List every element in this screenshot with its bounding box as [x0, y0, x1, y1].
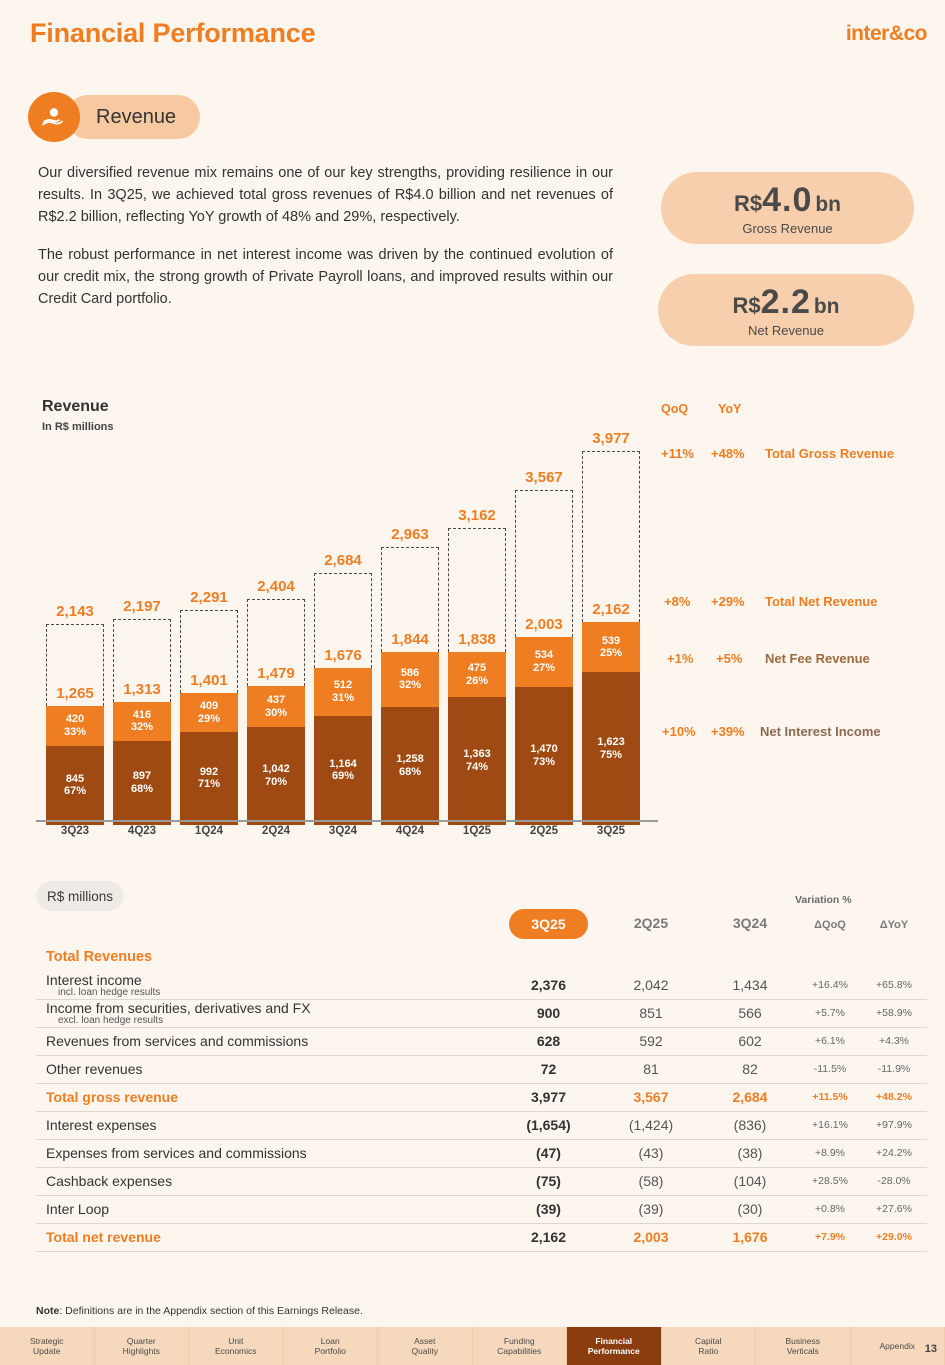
net-fee-revenue-segment [46, 706, 104, 745]
th-yoy: ΔYoY [879, 919, 909, 931]
row-qoq: +11.5% [812, 1091, 848, 1103]
fee-share: 25% [599, 647, 623, 660]
row-label: Income from securities, derivatives and FX excl. loan hedge results [36, 999, 496, 1027]
ann-gross-qoq: +11% [661, 446, 694, 461]
footer-nav-line2: Update [33, 1346, 61, 1356]
net-revenue-label: 1,838 [458, 631, 496, 649]
x-axis-label: 2Q25 [529, 825, 559, 837]
x-axis-label: 2Q24 [261, 825, 291, 837]
row-value-2q25: (1,424) [628, 1117, 674, 1133]
row-qoq: -11.5% [813, 1063, 847, 1075]
th-qoq: ΔQoQ [814, 919, 846, 931]
row-value-3q25: 628 [536, 1033, 561, 1049]
footer-nav-item[interactable] [0, 1327, 95, 1365]
row-note: incl. loan hedge results [58, 986, 161, 998]
row-value-3q25: (47) [536, 1145, 561, 1161]
footer-nav-line2: Ratio [698, 1346, 719, 1356]
row-value-3q24: 2,684 [732, 1089, 768, 1105]
kpi-caption: Gross Revenue [742, 220, 833, 236]
footer-nav-line1: Unit [228, 1335, 244, 1346]
nii-value: 1,164 [329, 757, 357, 770]
footer-nav-item[interactable] [189, 1327, 284, 1365]
net-fee-revenue-segment [582, 622, 640, 673]
chart-title: Revenue [42, 398, 109, 415]
row-yoy: -28.0% [877, 1175, 911, 1187]
row-yoy: +27.6% [876, 1203, 912, 1215]
nii-share: 73% [532, 755, 556, 768]
footer-nav-item[interactable] [284, 1327, 379, 1365]
x-axis-label: 3Q24 [328, 825, 358, 837]
th-3q25: 3Q25 [496, 905, 601, 943]
row-qoq: +5.7% [814, 1007, 846, 1019]
footer-nav-line2: Performance [587, 1346, 640, 1356]
footer-nav-line1: Strategic [29, 1335, 64, 1346]
net-revenue-label: 1,265 [56, 685, 94, 703]
fee-value: 420 [65, 713, 85, 726]
row-value-3q24: 82 [742, 1061, 758, 1077]
section-label: Revenue [66, 95, 200, 139]
revenue-bar-chart [36, 430, 656, 825]
row-value-2q25: 851 [639, 1005, 663, 1021]
row-value-2q25: 2,003 [633, 1229, 669, 1245]
row-value-3q24: 602 [738, 1033, 762, 1049]
gross-revenue-outline [515, 490, 573, 637]
footer-nav-line1: Financial [595, 1335, 633, 1346]
net-interest-income-segment [582, 672, 640, 825]
row-yoy: +58.9% [876, 1007, 912, 1019]
footer-nav-line1: Asset [414, 1335, 436, 1346]
x-axis-label: 4Q24 [395, 825, 425, 837]
table-row [36, 1083, 927, 1111]
row-label: Interest expenses [46, 1117, 157, 1133]
footer-nav-item[interactable] [756, 1327, 851, 1365]
row-value-3q25: 2,162 [530, 1229, 567, 1245]
row-value-3q25: (75) [536, 1173, 561, 1189]
footer-nav-line2: Quality [411, 1346, 438, 1356]
kpi-unit: bn [815, 192, 842, 216]
kpi-value: 2.2 [760, 282, 811, 321]
nii-share: 71% [197, 778, 221, 791]
net-interest-income-segment [113, 741, 171, 825]
page-title: Financial Performance [30, 18, 316, 48]
row-value-3q25: 3,977 [530, 1089, 567, 1105]
nii-share: 68% [398, 765, 422, 778]
footnote [36, 1305, 363, 1317]
net-fee-revenue-segment [247, 686, 305, 727]
nii-share: 68% [130, 782, 154, 795]
row-value-2q25: (43) [638, 1145, 664, 1161]
row-qoq: +0.8% [814, 1203, 846, 1215]
net-revenue-label: 2,162 [592, 600, 630, 618]
ann-net-qoq: +8% [664, 594, 691, 609]
footer-nav-line2: Portfolio [314, 1346, 346, 1356]
ann-fee-qoq: +1% [667, 651, 694, 666]
row-label: Other revenues [46, 1061, 143, 1077]
net-revenue-label: 1,479 [257, 665, 295, 683]
x-axis-label: 4Q23 [127, 825, 157, 837]
gross-revenue-label: 3,977 [592, 430, 630, 448]
fee-share: 32% [130, 721, 154, 734]
row-qoq: +6.1% [814, 1035, 846, 1047]
fee-value: 475 [467, 661, 487, 674]
table-row [36, 1027, 927, 1055]
fee-share: 31% [331, 691, 355, 704]
net-revenue-label: 1,401 [190, 672, 228, 690]
x-axis-label: 1Q24 [194, 825, 224, 837]
footer-navigation[interactable] [0, 1327, 945, 1365]
chart-subtitle: In R$ millions [42, 421, 114, 433]
gross-revenue-label: 2,197 [123, 597, 161, 615]
footer-nav-item[interactable] [567, 1327, 662, 1365]
nii-share: 74% [465, 760, 489, 773]
kpi-net-revenue [658, 274, 914, 346]
row-note: excl. loan hedge results [58, 1015, 164, 1026]
footer-nav-item[interactable] [473, 1327, 568, 1365]
ann-net-label: Total Net Revenue [765, 594, 878, 609]
nii-value: 1,258 [396, 753, 424, 766]
table-header-row [36, 905, 927, 943]
row-yoy: +48.2% [876, 1091, 912, 1103]
kpi-currency: R$ [733, 190, 763, 216]
intro-paragraph-1: Our diversified revenue mix remains one of our key strengths, providing resilience in our results. In 3Q25, we achieved total gross revenues of R$4.0 billion and net revenues of R$2.2 billion, reflecting YoY growth of 48% and 29%, respectively. [38, 165, 613, 226]
row-label: Cashback expenses [46, 1173, 173, 1189]
row-label: Inter Loop [46, 1201, 110, 1217]
row-value-3q24: (836) [733, 1117, 767, 1133]
footer-nav-item[interactable] [378, 1327, 473, 1365]
ann-gross-yoy: +48% [711, 446, 745, 461]
net-fee-revenue-segment [113, 702, 171, 741]
net-revenue-label: 1,676 [324, 646, 362, 664]
intro-paragraph-2: The robust performance in net interest income was driven by the continued evolution of our credit mix, the strong growth of Private Payroll loans, and improved results within our Credit Card portfolio. [38, 247, 613, 308]
fee-value: 586 [400, 666, 420, 679]
row-qoq: +7.9% [814, 1231, 846, 1243]
footer-nav-line2: Verticals [786, 1346, 819, 1356]
nii-share: 67% [63, 785, 87, 798]
row-value-3q25: 2,376 [530, 976, 567, 993]
table-row [36, 1055, 927, 1083]
gross-revenue-label: 2,963 [391, 525, 429, 543]
row-yoy: -11.9% [877, 1063, 911, 1075]
row-label: Revenues from services and commissions [46, 1033, 309, 1049]
gross-revenue-label: 2,143 [56, 602, 94, 620]
table-row [36, 971, 927, 999]
net-interest-income-segment [448, 697, 506, 825]
intro-text [38, 162, 613, 326]
footer-nav-line2: Economics [214, 1346, 257, 1356]
fee-value: 409 [199, 699, 219, 712]
row-yoy: +4.3% [878, 1035, 910, 1047]
row-value-3q25: (39) [536, 1201, 561, 1217]
row-value-2q25: 2,042 [633, 976, 669, 993]
nii-value: 1,042 [262, 763, 290, 776]
nii-value: 1,470 [530, 743, 558, 756]
footnote-text: : Definitions are in the Appendix section of this Earnings Release. [59, 1305, 363, 1317]
fee-share: 26% [465, 674, 489, 687]
row-value-2q25: 592 [639, 1033, 663, 1049]
kpi-currency: R$ [732, 292, 761, 318]
row-value-2q25: 81 [643, 1061, 659, 1077]
th-blank [36, 905, 496, 943]
nii-share: 69% [331, 770, 355, 783]
row-yoy: +65.8% [876, 978, 912, 991]
gross-revenue-label: 2,404 [257, 578, 295, 596]
net-interest-income-segment [46, 746, 104, 825]
fee-share: 29% [197, 712, 221, 725]
x-axis-label: 1Q25 [462, 825, 492, 837]
footer-nav-item[interactable] [662, 1327, 757, 1365]
ann-nii-qoq: +10% [662, 724, 696, 739]
row-qoq: +28.5% [812, 1175, 848, 1187]
ann-fee-yoy: +5% [716, 651, 743, 666]
footer-nav-item[interactable] [95, 1327, 190, 1365]
row-value-3q24: (30) [737, 1201, 763, 1217]
ann-nii-yoy: +39% [711, 724, 745, 739]
table-row [36, 1139, 927, 1167]
row-yoy: +29.0% [876, 1231, 912, 1243]
row-qoq: +16.1% [812, 1119, 848, 1131]
footer-nav-line2: Capabilities [497, 1346, 542, 1356]
footer-nav-line1: Capital [695, 1335, 722, 1346]
net-fee-revenue-segment [448, 652, 506, 697]
fee-share: 27% [532, 661, 556, 674]
hand-coin-icon [28, 92, 80, 142]
row-value-2q25: (58) [638, 1173, 664, 1189]
net-revenue-label: 1,313 [123, 680, 161, 698]
net-interest-income-segment [247, 727, 305, 825]
net-interest-income-segment [381, 707, 439, 825]
nii-share: 70% [264, 776, 288, 789]
footer-nav-line1: Funding [503, 1335, 535, 1346]
kpi-gross-revenue [661, 172, 914, 244]
footer-nav-line1: Quarter [126, 1335, 156, 1346]
net-fee-revenue-segment [381, 652, 439, 707]
ann-gross-label: Total Gross Revenue [765, 446, 895, 461]
ann-net-yoy: +29% [711, 594, 745, 609]
page-number: 13 [924, 1343, 937, 1355]
net-interest-income-segment [314, 716, 372, 825]
row-value-3q24: 1,676 [732, 1229, 768, 1245]
nii-value: 992 [199, 765, 219, 778]
table-row [36, 999, 927, 1027]
nii-value: 1,623 [597, 736, 625, 749]
row-qoq: +8.9% [814, 1147, 846, 1159]
footer-nav-line2: Highlights [122, 1346, 160, 1356]
net-interest-income-segment [515, 687, 573, 825]
gross-revenue-label: 3,162 [458, 506, 496, 524]
table-row [36, 1223, 927, 1251]
net-interest-income-segment [180, 732, 238, 825]
fee-share: 32% [398, 679, 422, 692]
nii-value: 897 [132, 770, 152, 783]
kpi-value: 4.0 [762, 180, 813, 219]
kpi-unit: bn [813, 294, 840, 318]
footer-nav-line1: Loan [320, 1335, 340, 1346]
row-yoy: +24.2% [876, 1147, 912, 1159]
th-2q25: 2Q25 [633, 915, 669, 931]
company-logo: inter&co [845, 22, 927, 45]
table-row [36, 1167, 927, 1195]
row-yoy: +97.9% [876, 1119, 912, 1131]
x-axis-label: 3Q23 [60, 825, 90, 837]
table-row [36, 1111, 927, 1139]
x-axis-label: 3Q25 [596, 825, 626, 837]
kpi-caption: Net Revenue [748, 322, 824, 338]
footer-nav-line1: Appendix [879, 1340, 915, 1351]
fee-value: 416 [132, 708, 152, 721]
unit-pill: R$ millions [36, 881, 124, 911]
fee-share: 33% [63, 725, 87, 738]
chart-qoq-header: QoQ [661, 402, 689, 416]
table-section-header [36, 943, 927, 971]
nii-value: 845 [65, 772, 85, 785]
gross-revenue-label: 2,684 [324, 551, 362, 569]
fee-value: 512 [333, 678, 353, 691]
th-3q24: 3Q24 [732, 915, 768, 931]
nii-share: 75% [599, 748, 623, 761]
section-header [28, 92, 200, 142]
ann-fee-label: Net Fee Revenue [765, 651, 870, 666]
revenue-table [36, 905, 912, 1252]
row-value-2q25: 3,567 [633, 1089, 669, 1105]
fee-share: 30% [264, 706, 288, 719]
net-fee-revenue-segment [180, 693, 238, 731]
fee-value: 539 [601, 634, 621, 647]
footnote-label: Note [36, 1305, 60, 1317]
row-value-3q24: 1,434 [732, 976, 768, 993]
chart-yoy-header: YoY [718, 402, 742, 416]
nii-value: 1,363 [463, 748, 491, 761]
row-label: Total net revenue [46, 1229, 161, 1245]
variation-header: Variation % [795, 894, 852, 906]
row-value-2q25: (39) [638, 1201, 664, 1217]
footer-nav-line1: Business [785, 1335, 820, 1346]
net-fee-revenue-segment [314, 668, 372, 716]
ann-nii-label: Net Interest Income [760, 724, 881, 739]
row-value-3q25: 900 [536, 1005, 561, 1021]
row-label: Expenses from services and commissions [46, 1145, 307, 1161]
row-value-3q24: 566 [738, 1005, 762, 1021]
net-revenue-label: 2,003 [525, 615, 563, 633]
gross-revenue-label: 3,567 [525, 468, 563, 486]
row-value-3q25: (1,654) [526, 1117, 571, 1133]
row-value-3q25: 72 [540, 1061, 557, 1077]
section-title: Total Revenues [46, 949, 153, 965]
row-label: Interest income incl. loan hedge results [36, 971, 496, 999]
net-fee-revenue-segment [515, 637, 573, 687]
table-row [36, 1195, 927, 1223]
row-qoq: +16.4% [812, 978, 848, 991]
gross-revenue-label: 2,291 [190, 588, 228, 606]
chart-axis [36, 820, 658, 822]
row-value-3q24: (38) [737, 1145, 763, 1161]
fee-value: 437 [266, 693, 286, 706]
net-revenue-label: 1,844 [391, 630, 429, 648]
fee-value: 534 [534, 649, 554, 662]
row-value-3q24: (104) [733, 1173, 767, 1189]
row-label: Total gross revenue [46, 1089, 179, 1105]
gross-revenue-outline [582, 451, 640, 622]
